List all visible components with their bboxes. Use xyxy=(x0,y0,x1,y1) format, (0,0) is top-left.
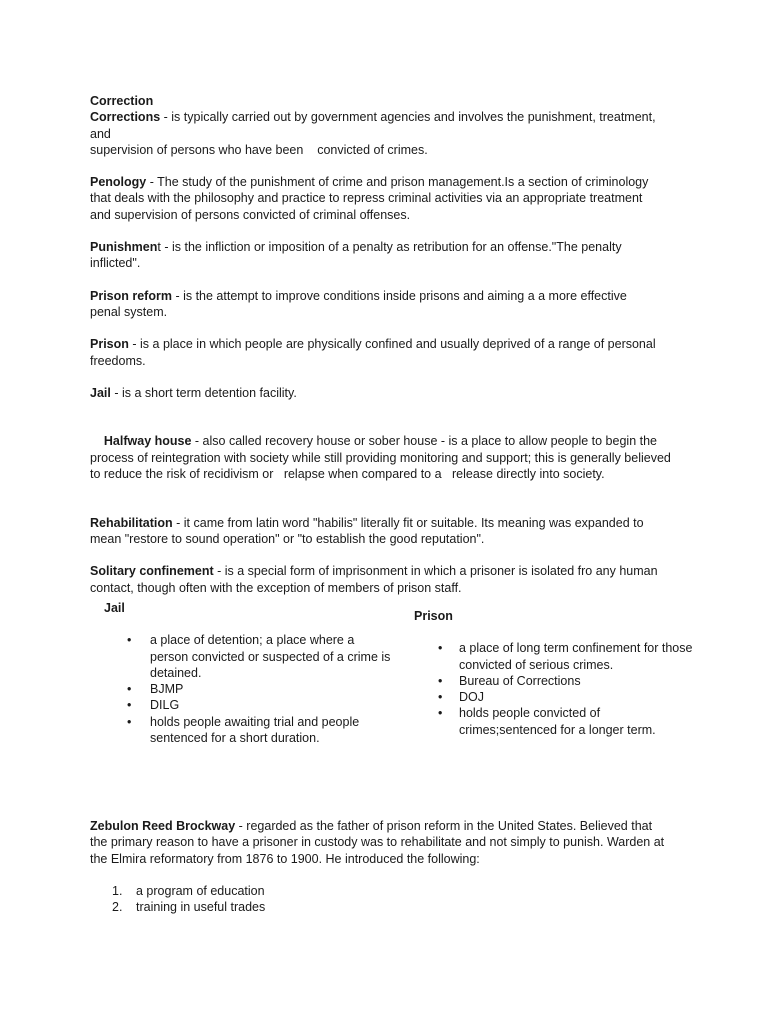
definition-text-line2: supervision of persons who have been convicted of crimes. xyxy=(90,142,428,157)
bullet-icon: • xyxy=(438,673,443,688)
term-tail: t xyxy=(157,240,161,255)
term: Zebulon Reed Brockway xyxy=(90,819,236,833)
definition-text: - is the infliction or imposition of a penalty as retribution for an offense."The penalty inflicted". xyxy=(90,240,622,271)
prison-column xyxy=(414,608,704,738)
term: Penology xyxy=(90,175,147,190)
brockway-list xyxy=(90,883,690,916)
term: Rehabilitation xyxy=(90,515,173,530)
definition-jail xyxy=(90,385,690,401)
definition-text: - The study of the punishment of crime and prison management.Is a section of criminology that deals with the philosophy and practice to repress criminal activities via an appropriate treatment and supervision of persons convicted of criminal offenses. xyxy=(90,175,649,222)
list-item: • a place of detention; a place where a person convicted or suspected of a crime is detained. xyxy=(127,633,391,680)
bullet-icon: • xyxy=(127,714,132,729)
list-item: • DILG xyxy=(127,698,180,713)
definition-solitary-confinement xyxy=(90,563,670,596)
term: Solitary confinement xyxy=(90,564,214,579)
definition-text: - is a short term detention facility. xyxy=(110,385,297,400)
list-number: 2. xyxy=(112,900,123,915)
definition-punishment xyxy=(90,239,675,272)
list-number: 1. xyxy=(112,883,123,898)
term: Prison xyxy=(90,337,129,352)
definition-corrections xyxy=(90,109,660,158)
bullet-icon: • xyxy=(127,682,132,697)
list-item: • BJMP xyxy=(127,682,184,697)
definition-halfway-house xyxy=(90,417,680,498)
page-title: Correction xyxy=(90,94,154,108)
bullet-icon: • xyxy=(438,641,443,656)
bullet-icon: • xyxy=(127,633,132,648)
definition-rehabilitation xyxy=(90,515,650,548)
definition-prison xyxy=(90,336,670,369)
term: Jail xyxy=(90,385,111,400)
jail-list xyxy=(104,632,394,746)
prison-column-heading: Prison xyxy=(414,609,453,623)
definition-text: - also called recovery house or sober house - is a place to allow people to begin the process of reintegration with society while still providing monitoring and support; this is generally believed to reduce the risk of recidivism or relapse when compared to a release directly into society. xyxy=(90,434,675,482)
jail-vs-prison-table xyxy=(90,600,693,770)
prison-list xyxy=(414,640,704,738)
definition-text: - regarded as the father of prison reform in the United States. Believed that the primary reason to have a prisoner in custody was to rehabilitate and not simply to punish. Warden at the Elmira reformatory from 1876 to 1900. He introduced the following: xyxy=(90,819,665,866)
definition-prison-reform xyxy=(90,288,650,321)
term: Punishmen xyxy=(90,240,158,255)
list-item: • Bureau of Corrections xyxy=(438,673,581,688)
list-item: • holds people convicted of crimes;sentenced for a longer term. xyxy=(438,706,656,737)
definition-text: - is a special form of imprisonment in which a prisoner is isolated fro any human contact, though often with the exception of members of prison staff. xyxy=(90,564,658,595)
jail-column-heading: Jail xyxy=(104,601,125,615)
term: Prison reform xyxy=(90,288,172,303)
definition-text: - it came from latin word "habilis" literally fit or suitable. Its meaning was expanded to mean "restore to sound operation" or "to establish the good reputation". xyxy=(90,515,644,546)
list-item: 2. training in useful trades xyxy=(112,900,266,915)
list-item: • DOJ xyxy=(438,690,484,705)
bullet-icon: • xyxy=(438,706,443,721)
definition-text: - is typically carried out by government agencies and involves the punishment, treatment, and xyxy=(90,110,656,141)
list-item: • holds people awaiting trial and people sentenced for a short duration. xyxy=(127,714,360,746)
list-item: • a place of long term confinement for those convicted of serious crimes. xyxy=(438,641,693,672)
jail-column xyxy=(104,600,394,746)
definition-brockway xyxy=(90,818,665,867)
definition-penology xyxy=(90,174,650,223)
list-item: 1. a program of education xyxy=(112,883,265,898)
definition-text: - is a place in which people are physically confined and usually deprived of a range of personal freedoms. xyxy=(90,337,656,368)
brockway-section xyxy=(90,818,690,915)
document-body xyxy=(90,93,690,596)
definition-text: - is the attempt to improve conditions inside prisons and aiming a a more effective penal system. xyxy=(90,288,627,319)
bullet-icon: • xyxy=(127,698,132,713)
term: Halfway house xyxy=(103,434,192,449)
term: Corrections xyxy=(90,110,161,125)
bullet-icon: • xyxy=(438,690,443,705)
